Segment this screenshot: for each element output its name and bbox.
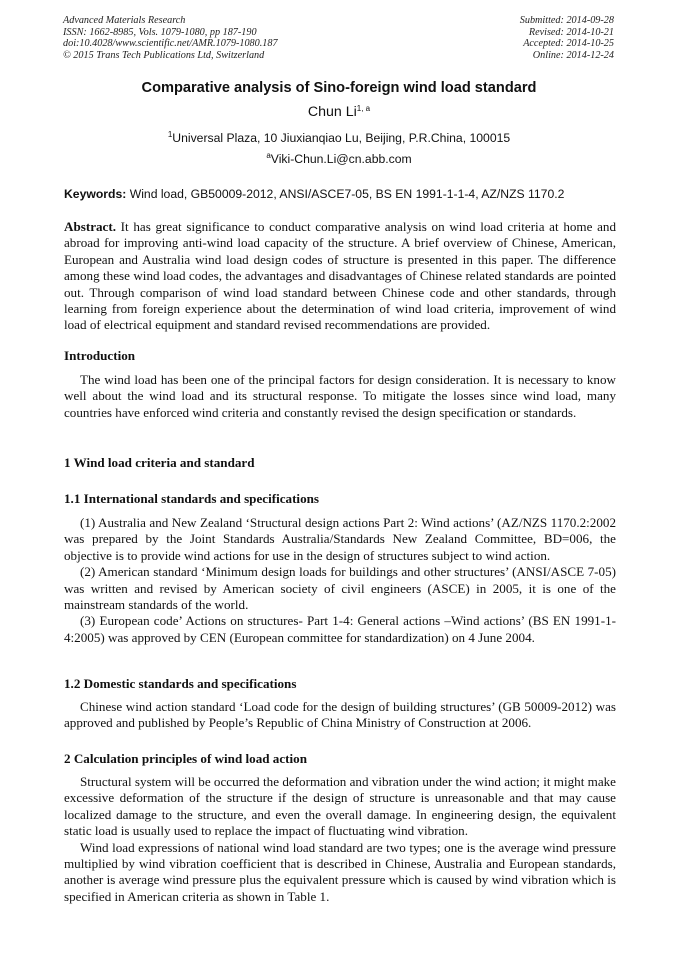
issn-line: ISSN: 1662-8985, Vols. 1079-1080, pp 187-190: [63, 26, 257, 38]
affiliation: [0, 131, 678, 145]
paragraph: (1) Australia and New Zealand ‘Structural design actions Part 2: Wind actions’ (AZ/NZS 1170.2:2002 was prepared by the Joint Standards Australia/Standards New Zealand Committee, BD=006, the objective is to provide wind actions for use in the design of structures subject to wind action.: [64, 515, 616, 563]
heading-introduction: Introduction: [64, 348, 136, 363]
heading-section-2: 2 Calculation principles of wind load action: [64, 751, 307, 766]
affiliation-address: Universal Plaza, 10 Jiuxianqiao Lu, Beijing, P.R.China, 100015: [172, 131, 511, 145]
abstract: [64, 219, 616, 334]
keywords-label: Keywords:: [64, 187, 127, 201]
copyright-line: © 2015 Trans Tech Publications Ltd, Switzerland: [63, 49, 265, 61]
abstract-text: It has great significance to conduct comparative analysis on wind load criteria at home and abroad for improving anti-wind load capacity of the structure. A brief overview of Chinese, American, European and Australia wind load design codes of structure is presented in this paper. The difference among these wind load codes, the advantages and disadvantages of Chinese related standards are pointed out. Through comparison of wind load standard between Chinese code and other standards, through learning from foreign experience about the determination of wind load criteria, improvement of wind load of electrical equipment and standard revised recommendations are provided.: [64, 219, 616, 333]
accepted-date: Accepted: 2014-10-25: [523, 38, 614, 50]
keywords: [64, 187, 616, 201]
keywords-text: Wind load, GB50009-2012, ANSI/ASCE7-05, BS EN 1991-1-1-4, AZ/NZS 1170.2: [126, 187, 565, 201]
section-1-1-body: [64, 515, 616, 646]
section-2-body: [64, 774, 616, 905]
email-address[interactable]: Viki-Chun.Li@cn.abb.com: [270, 152, 412, 166]
author-email: [0, 152, 678, 166]
heading-section-1-2: 1.2 Domestic standards and specifications: [64, 676, 297, 691]
paragraph: (2) American standard ‘Minimum design loads for buildings and other structures’ (ANSI/ASCE 7-05) was written and revised by American society of civil engineers (ASCE) in 2005, it is one of the mainstream standards of the world.: [64, 564, 616, 613]
paragraph: Structural system will be occurred the deformation and vibration under the wind action; it might make excessive deformation of the structure if the design of structure is unreasonable and that may cause localized damage to the structure, and even the overall damage. In engineering design, the equivalent static load is usually used to replace the impact of fluctuating wind vibration.: [64, 774, 616, 839]
doi-line: doi:10.4028/www.scientific.net/AMR.1079-1080.187: [63, 38, 278, 50]
introduction-paragraph: The wind load has been one of the principal factors for design consideration. It is necessary to know well about the wind load and its structural response. To mitigate the losses since wind load, many countries have enforced wind criteria and constantly revised the design specification or standards.: [64, 372, 616, 420]
paragraph: (3) European code’ Actions on structures- Part 1-4: General actions –Wind actions’ (BS EN 1991-1-4:2005) was approved by CEN (European committee for standardization) on 4 June 2004.: [64, 613, 616, 645]
section-1-2-body: [64, 699, 616, 732]
revised-date: Revised: 2014-10-21: [528, 26, 614, 38]
author-affiliation-marker: 1, a: [356, 104, 371, 113]
publication-dates: [520, 15, 614, 61]
paragraph: Wind load expressions of national wind load standard are two types; one is the average wind pressure multiplied by wind vibration coefficient that is described in Chinese, Australia and European standards, another is average wind pressure plus the equivalent pressure which is caused by wind vibration which is specified in American criteria as shown in Table 1.: [64, 839, 616, 904]
heading-section-1: 1 Wind load criteria and standard: [64, 455, 255, 470]
online-date: Online: 2014-12-24: [532, 49, 614, 61]
journal-info: [63, 15, 278, 61]
paper-title: Comparative analysis of Sino-foreign wind load standard: [141, 80, 537, 96]
introduction-body: [64, 372, 616, 421]
heading-section-1-1: 1.1 International standards and specifications: [64, 491, 319, 506]
paragraph: Chinese wind action standard ‘Load code for the design of building structures’ (GB 50009-2012) was approved and published by People’s Republic of China Ministry of Construction at 2006.: [64, 699, 616, 731]
submitted-date: Submitted: 2014-09-28: [519, 15, 614, 26]
author-name: Chun Li: [307, 104, 357, 120]
journal-name: Advanced Materials Research: [63, 15, 186, 26]
affiliation-marker: 1: [167, 130, 173, 139]
author-line: [0, 104, 678, 120]
email-marker: a: [266, 151, 271, 160]
abstract-label: Abstract.: [64, 219, 116, 234]
